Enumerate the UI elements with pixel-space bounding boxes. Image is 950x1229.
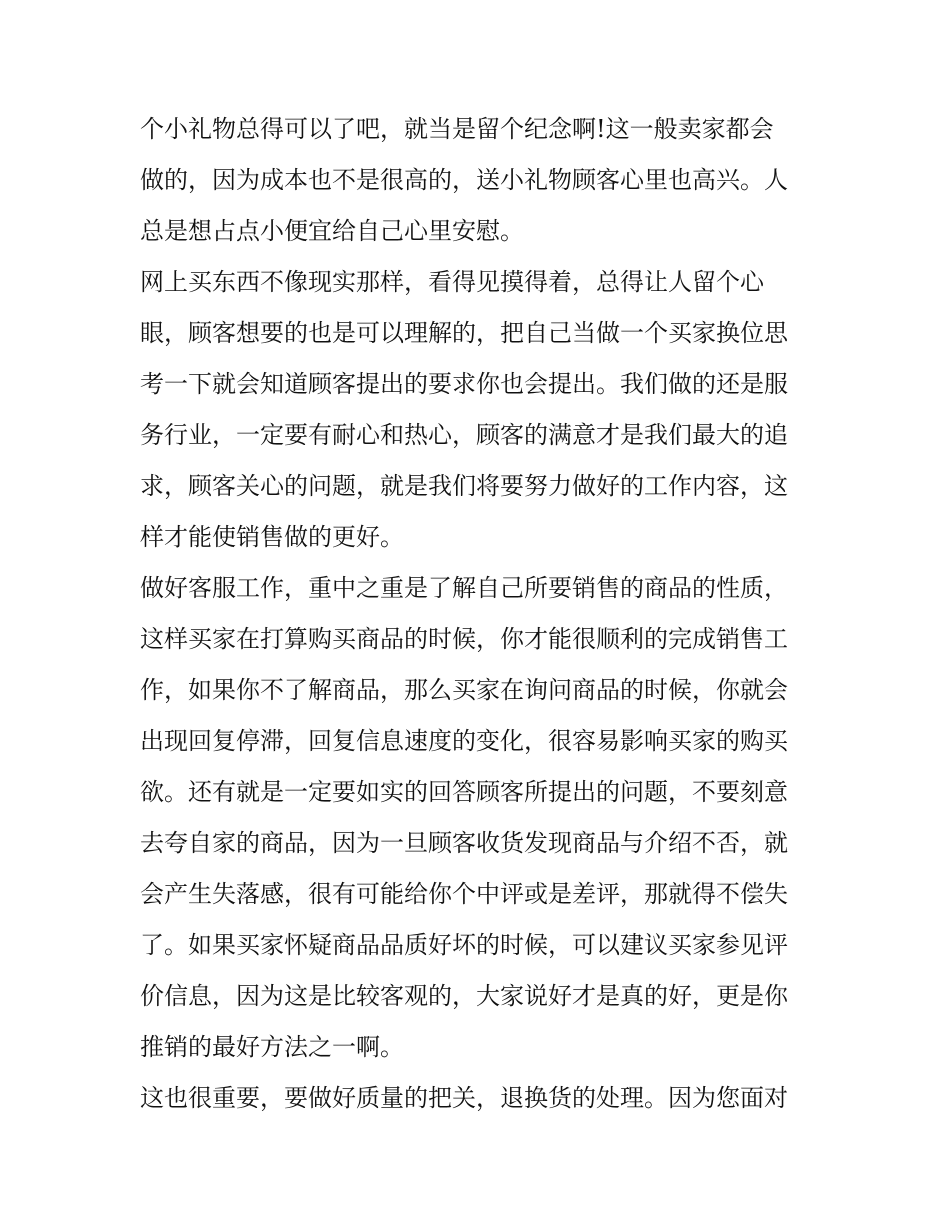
text-line-5: 眼，顾客想要的也是可以理解的，把自己当做一个买家换位思	[140, 319, 788, 347]
text-line-10: 做好客服工作，重中之重是了解自己所要销售的商品的性质，	[140, 574, 788, 602]
text-line-9: 样才能使销售做的更好。	[140, 523, 404, 551]
text-line-12: 作，如果你不了解商品，那么买家在询问商品的时候，你就会	[140, 676, 788, 704]
text-line-17: 了。如果买家怀疑商品品质好坏的时候，可以建议买家参见评	[140, 931, 788, 959]
text-line-8: 求，顾客关心的问题，就是我们将要努力做好的工作内容，这	[140, 472, 788, 500]
text-line-14: 欲。还有就是一定要如实的回答顾客所提出的问题，不要刻意	[140, 778, 788, 806]
text-line-20: 这也很重要，要做好质量的把关，退换货的处理。因为您面对	[140, 1084, 788, 1112]
text-line-15: 去夸自家的商品，因为一旦顾客收货发现商品与介绍不否，就	[140, 829, 788, 857]
text-line-2: 做的，因为成本也不是很高的，送小礼物顾客心里也高兴。人	[140, 166, 788, 194]
text-line-7: 务行业，一定要有耐心和热心，顾客的满意才是我们最大的追	[140, 421, 788, 449]
text-line-1: 个小礼物总得可以了吧，就当是留个纪念啊!这一般卖家都会	[140, 115, 774, 143]
text-line-3: 总是想占点小便宜给自己心里安慰。	[140, 217, 524, 245]
document-body	[140, 104, 812, 1124]
text-line-16: 会产生失落感，很有可能给你个中评或是差评，那就得不偿失	[140, 880, 788, 908]
text-line-19: 推销的最好方法之一啊。	[140, 1033, 404, 1061]
text-line-13: 出现回复停滞，回复信息速度的变化，很容易影响买家的购买	[140, 727, 788, 755]
text-line-18: 价信息，因为这是比较客观的，大家说好才是真的好，更是你	[140, 982, 788, 1010]
text-line-11: 这样买家在打算购买商品的时候，你才能很顺利的完成销售工	[140, 625, 788, 653]
text-line-6: 考一下就会知道顾客提出的要求你也会提出。我们做的还是服	[140, 370, 788, 398]
text-line-4: 网上买东西不像现实那样，看得见摸得着，总得让人留个心	[140, 268, 764, 296]
